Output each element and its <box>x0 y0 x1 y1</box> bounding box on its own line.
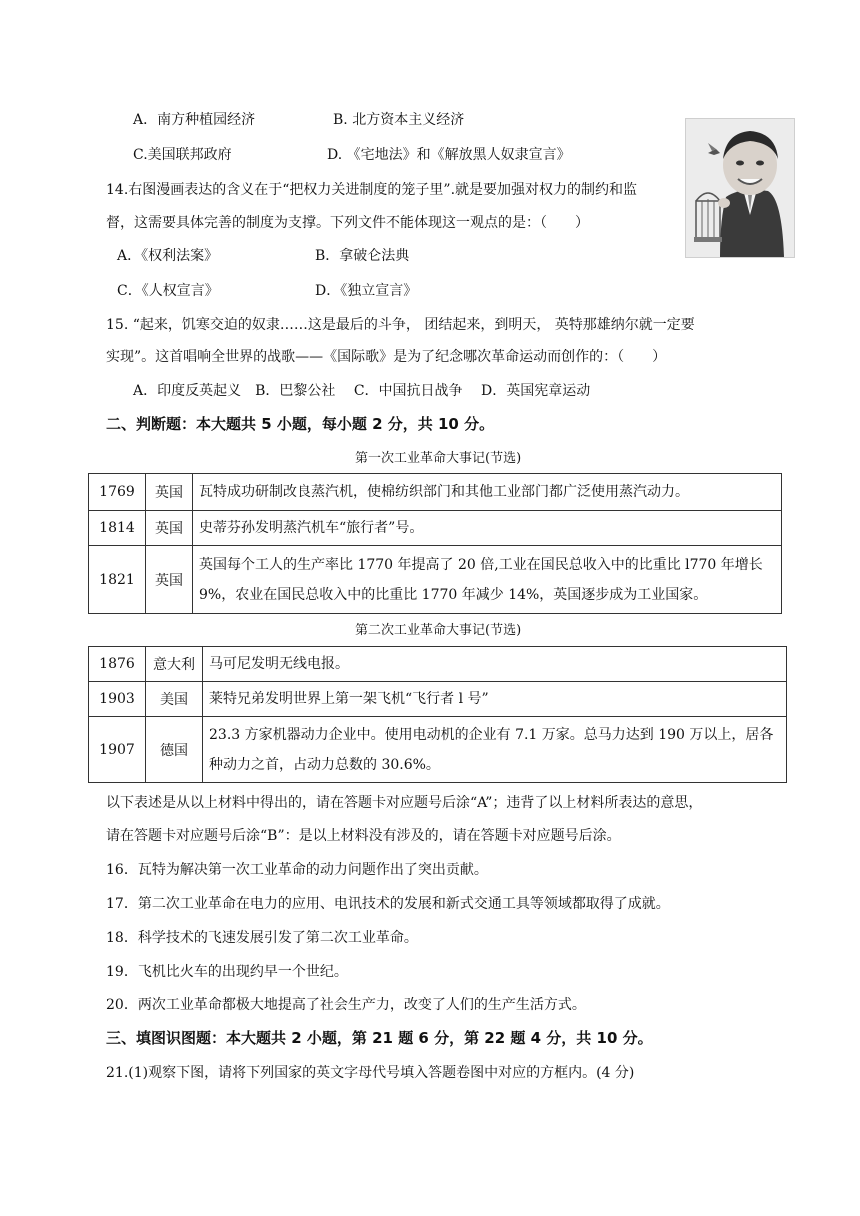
table1-year-cell: 1814 <box>89 511 146 546</box>
table1-country-cell: 英国 <box>146 511 193 546</box>
question-18: 18．科学技术的飞速发展引发了第二次工业革命。 <box>106 930 418 946</box>
table2-year-cell: 1876 <box>89 647 146 682</box>
question-16: 16．瓦特为解决第一次工业革命的动力问题作出了突出贡献。 <box>106 862 488 878</box>
table2-event-cell: 23.3 方家机器动力企业中。使用电动机的企业有 7.1 万家。总马力达到 190 万以上，居各种动力之首，占动力总数的 30.6%。 <box>203 717 787 783</box>
q14-option-b: B．拿破仑法典 <box>315 248 410 264</box>
table-row <box>89 511 782 546</box>
table-row <box>89 546 782 614</box>
section3-heading: 三、填图识图题：本大题共 2 小题，第 21 题 6 分，第 22 题 4 分，共 10 分。 <box>106 1029 653 1047</box>
table-row <box>89 647 787 682</box>
table2-event-cell: 莱特兄弟发明世界上第一架飞机“飞行者 l 号” <box>203 682 787 717</box>
table1-event-cell: 英国每个工人的生产率比 1770 年提高了 20 倍,工业在国民总收入中的比重比 l770 年增长 9%，农业在国民总收入中的比重比 1770 年减少 14%，英国逐步成为工业国家。 <box>193 546 782 614</box>
table-first-industrial-revolution <box>88 473 782 614</box>
question-19: 19．飞机比火车的出现约早一个世纪。 <box>106 964 348 980</box>
table-row <box>89 682 787 717</box>
table1-caption: 第一次工业革命大事记(节选) <box>355 451 522 466</box>
table1-year-cell: 1769 <box>89 474 146 511</box>
q13-option-b: B. 北方资本主义经济 <box>333 112 465 128</box>
table-second-industrial-revolution <box>88 646 787 783</box>
q13-option-d: D. 《宅地法》和《解放黑人奴隶宣言》 <box>327 147 571 163</box>
q14-option-c: C．《人权宣言》 <box>117 283 219 299</box>
table2-country-cell: 德国 <box>146 717 203 783</box>
instruction-line2: 请在答题卡对应题号后涂“B”：是以上材料没有涉及的，请在答题卡对应题号后涂。 <box>106 828 621 844</box>
table1-event-cell: 史蒂芬孙发明蒸汽机车“旅行者”号。 <box>193 511 782 546</box>
q15-stem-line1: 15. “起来，饥寒交迫的奴隶……这是最后的斗争， 团结起来，到明天， 英特那雄纳尔就一定要 <box>106 317 695 333</box>
table1-year-cell: 1821 <box>89 546 146 614</box>
instruction-line1: 以下表述是从以上材料中得出的，请在答题卡对应题号后涂“A”；违背了以上材料所表达的意思， <box>106 795 703 811</box>
table2-year-cell: 1903 <box>89 682 146 717</box>
q14-option-a: A．《权利法案》 <box>117 248 219 264</box>
table2-country-cell: 美国 <box>146 682 203 717</box>
table2-year-cell: 1907 <box>89 717 146 783</box>
q15-stem-line2: 实现”。这首唱响全世界的战歌——《国际歌》是为了纪念哪次革命运动而创作的：（ ） <box>106 349 667 365</box>
cartoon-illustration <box>685 118 795 258</box>
cartoon-figure-icon <box>686 119 794 257</box>
table1-country-cell: 英国 <box>146 474 193 511</box>
q13-option-a: A．南方种植园经济 <box>133 112 256 128</box>
table-row <box>89 474 782 511</box>
question-21: 21.(1)观察下图，请将下列国家的英文字母代号填入答题卷图中对应的方框内。(4 分) <box>106 1065 635 1081</box>
question-17: 17．第二次工业革命在电力的应用、电讯技术的发展和新式交通工具等领域都取得了成就。 <box>106 896 670 912</box>
table2-event-cell: 马可尼发明无线电报。 <box>203 647 787 682</box>
q13-option-c: C.美国联邦政府 <box>133 147 232 163</box>
table2-caption: 第二次工业革命大事记(节选) <box>355 623 522 638</box>
section2-heading: 二、判断题：本大题共 5 小题，每小题 2 分，共 10 分。 <box>106 415 495 433</box>
q14-stem-line1: 14.右图漫画表达的含义在于“把权力关进制度的笼子里”.就是要加强对权力的制约和监 <box>106 182 638 198</box>
table-row <box>89 717 787 783</box>
q15-options: A．印度反英起义 B．巴黎公社 C．中国抗日战争 D．英国宪章运动 <box>133 383 591 399</box>
table1-country-cell: 英国 <box>146 546 193 614</box>
q14-option-d: D．《独立宣言》 <box>315 283 418 299</box>
q14-stem-line2: 督，这需要具体完善的制度为支撑。下列文件不能体现这一观点的是：（ ） <box>106 215 589 231</box>
table1-event-cell: 瓦特成功研制改良蒸汽机，使棉纺织部门和其他工业部门都广泛使用蒸汽动力。 <box>193 474 782 511</box>
question-20: 20．两次工业革命都极大地提高了社会生产力，改变了人们的生产生活方式。 <box>106 997 586 1013</box>
table2-country-cell: 意大利 <box>146 647 203 682</box>
